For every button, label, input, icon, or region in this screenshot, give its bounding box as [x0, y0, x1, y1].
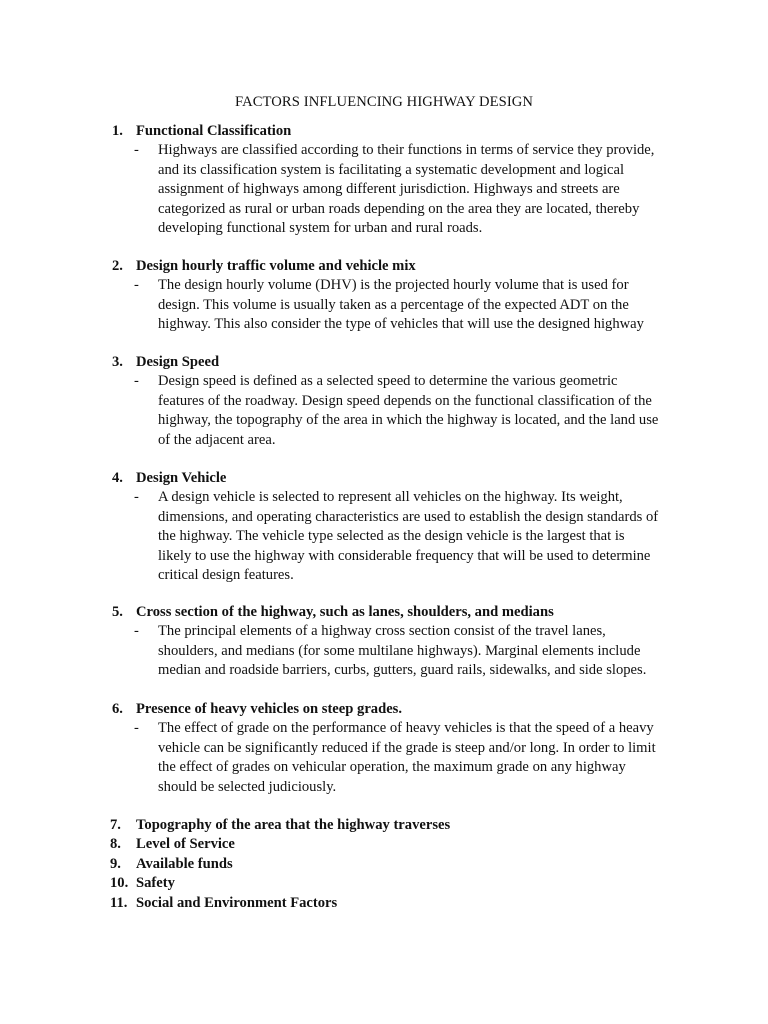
section-heading — [112, 469, 692, 488]
body-line: highway, the topography of the area in which the highway is located, and the land use — [158, 412, 659, 429]
section-title: Design Vehicle — [136, 470, 227, 486]
body-line: The effect of grade on the performance of heavy vehicles is that the speed of a heavy — [158, 720, 654, 737]
body-line: The design hourly volume (DHV) is the projected hourly volume that is used for — [158, 277, 629, 294]
list-item — [110, 816, 690, 835]
section-body — [112, 719, 692, 797]
section-number: 4. — [112, 470, 123, 486]
body-line: should be selected judiciously. — [158, 778, 337, 795]
section-heading — [112, 122, 692, 141]
section-body — [112, 488, 692, 585]
body-line: Highways are classified according to their functions in terms of service they provide, — [158, 142, 655, 159]
section-heading — [112, 257, 692, 276]
section-body — [112, 372, 692, 450]
section-title: Presence of heavy vehicles on steep grades. — [136, 701, 403, 717]
section-number: 2. — [112, 258, 123, 274]
section-body — [112, 276, 692, 334]
section-title: Cross section of the highway, such as lanes, shoulders, and medians — [136, 604, 554, 620]
body-line: median and roadside barriers, curbs, gutters, guard rails, sidewalks, and side slopes. — [158, 662, 647, 679]
body-line: design. This volume is usually taken as a percentage of the expected ADT on the — [158, 296, 629, 313]
bullet-dash: - — [134, 142, 139, 159]
section-body — [112, 622, 692, 680]
body-line: critical design features. — [158, 567, 294, 584]
section-heading — [112, 700, 692, 719]
body-line: dimensions, and operating characteristics are used to establish the design standards of — [158, 508, 659, 525]
body-line: features of the roadway. Design speed depends on the functional classification of the — [158, 392, 652, 409]
body-line: developing functional system for urban and rural roads. — [158, 220, 483, 237]
body-line: the effect of grades on vehicular operation, the maximum grade on any highway — [158, 759, 626, 776]
section-heavy-vehicles — [112, 700, 692, 797]
list-item — [110, 894, 690, 913]
list-item — [110, 835, 690, 854]
item-number: 11. — [110, 894, 128, 911]
body-line: shoulders, and medians (for some multilane highways). Marginal elements include — [158, 642, 641, 659]
item-label: Social and Environment Factors — [136, 894, 338, 911]
body-line: the highway. The vehicle type selected as the design vehicle is the largest that is — [158, 528, 625, 545]
item-number: 10. — [110, 875, 129, 892]
section-functional-classification — [112, 122, 692, 238]
body-line: The principal elements of a highway cross section consist of the travel lanes, — [158, 623, 606, 640]
list-item — [110, 855, 690, 874]
short-factor-list — [110, 816, 690, 913]
body-line: assignment of highways among different jurisdiction. Highways and streets are — [158, 181, 620, 198]
section-title: Design hourly traffic volume and vehicle mix — [136, 258, 416, 274]
section-design-vehicle — [112, 469, 692, 585]
body-line: highway. This also consider the type of vehicles that will use the designed highway — [158, 316, 644, 333]
bullet-dash: - — [134, 373, 139, 390]
item-number: 8. — [110, 836, 121, 853]
section-number: 6. — [112, 701, 123, 717]
body-line: of the adjacent area. — [158, 431, 276, 448]
body-line: vehicle can be significantly reduced if the grade is steep and/or long. In order to limit — [158, 739, 656, 756]
bullet-dash: - — [134, 489, 139, 506]
item-number: 7. — [110, 817, 121, 833]
section-title: Functional Classification — [136, 123, 292, 139]
section-number: 1. — [112, 123, 123, 139]
item-label: Available funds — [136, 855, 233, 872]
body-line: A design vehicle is selected to represent all vehicles on the highway. Its weight, — [158, 489, 623, 506]
section-heading — [112, 353, 692, 372]
section-number: 5. — [112, 604, 123, 620]
section-number: 3. — [112, 354, 123, 370]
section-body — [112, 141, 692, 238]
item-label: Topography of the area that the highway traverses — [136, 817, 451, 833]
bullet-dash: - — [134, 720, 139, 737]
section-design-speed — [112, 353, 692, 450]
body-line: and its classification system is facilitating a systematic development and logical — [158, 161, 625, 178]
bullet-dash: - — [134, 277, 139, 294]
section-cross-section — [112, 603, 692, 681]
body-line: Design speed is defined as a selected speed to determine the various geometric — [158, 373, 618, 390]
list-item — [110, 874, 690, 893]
section-heading — [112, 603, 692, 622]
section-design-hourly-traffic — [112, 257, 692, 335]
bullet-dash: - — [134, 623, 139, 640]
item-number: 9. — [110, 855, 121, 872]
body-line: likely to use the highway with considerable frequency that will be used to determine — [158, 547, 651, 564]
item-label: Safety — [136, 875, 175, 892]
section-title: Design Speed — [136, 354, 220, 370]
body-line: categorized as rural or urban roads depending on the area they are located, thereby — [158, 200, 640, 217]
document-title: FACTORS INFLUENCING HIGHWAY DESIGN — [234, 94, 534, 110]
item-label: Level of Service — [136, 836, 235, 853]
